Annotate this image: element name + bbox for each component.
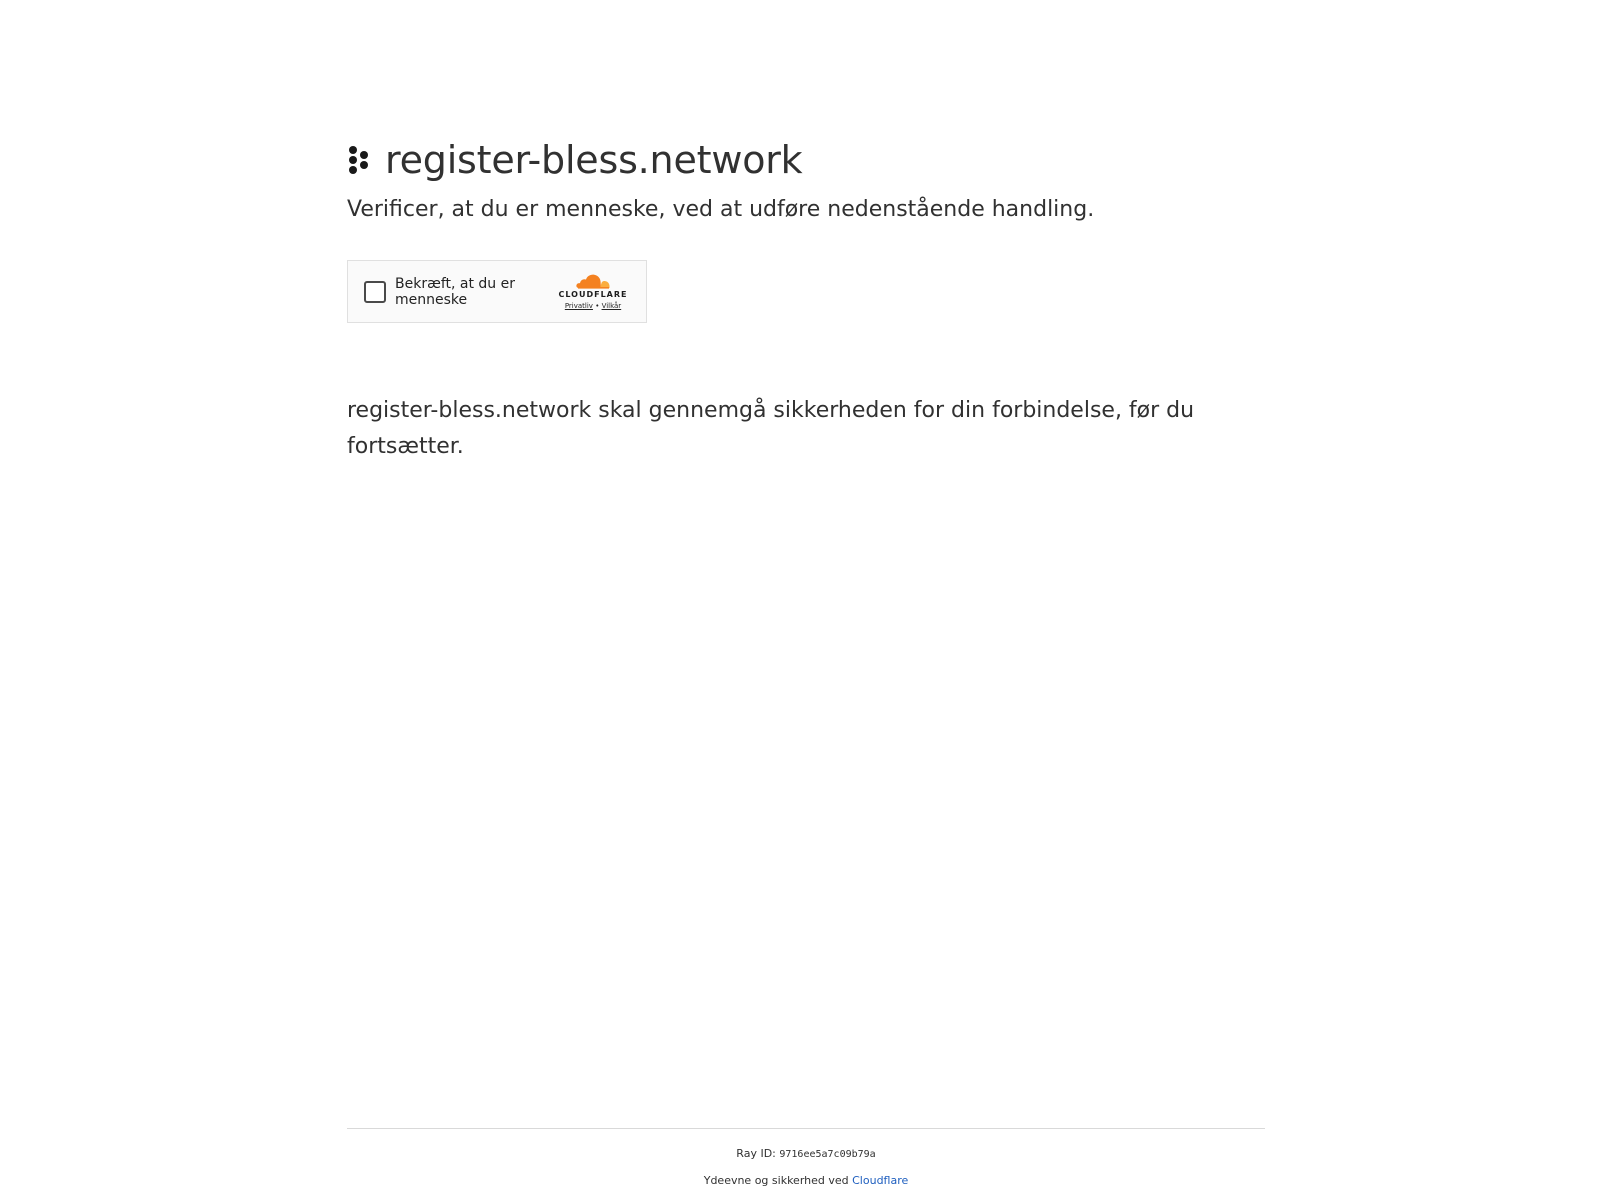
terms-link[interactable]: Vilkår	[601, 302, 622, 310]
checkbox-label[interactable]: Bekræft, at du er menneske	[395, 275, 515, 308]
footer	[347, 1128, 1265, 1189]
cloudflare-wordmark: CLOUDFLARE	[558, 290, 628, 299]
title-row	[347, 134, 1265, 186]
cloudflare-branding	[555, 272, 631, 312]
powered-by-text: Ydeevne og sikkerhed ved	[703, 1174, 849, 1187]
privacy-link[interactable]: Privatliv	[564, 302, 593, 310]
ray-id-row	[347, 1146, 1265, 1163]
site-favicon-icon	[347, 143, 371, 177]
ray-id-value: 9716ee5a7c09b79a	[779, 1149, 876, 1160]
link-separator: •	[595, 302, 600, 310]
page-title: register-bless.network	[385, 138, 803, 182]
cloudflare-link[interactable]: Cloudflare	[852, 1174, 909, 1187]
widget-links	[555, 300, 631, 312]
powered-by-row	[347, 1173, 1265, 1189]
human-verify-checkbox[interactable]	[364, 281, 386, 303]
cloudflare-cloud-icon	[575, 272, 611, 290]
main-content	[347, 134, 1265, 465]
page-subtitle: Verificer, at du er menneske, ved at udføre nedenstående handling.	[347, 197, 1095, 222]
turnstile-widget	[347, 260, 647, 323]
ray-id-label: Ray ID:	[736, 1147, 776, 1160]
security-check-message: register-bless.network skal gennemgå sikkerheden for din forbindelse, før du fortsætter.	[347, 398, 1195, 459]
